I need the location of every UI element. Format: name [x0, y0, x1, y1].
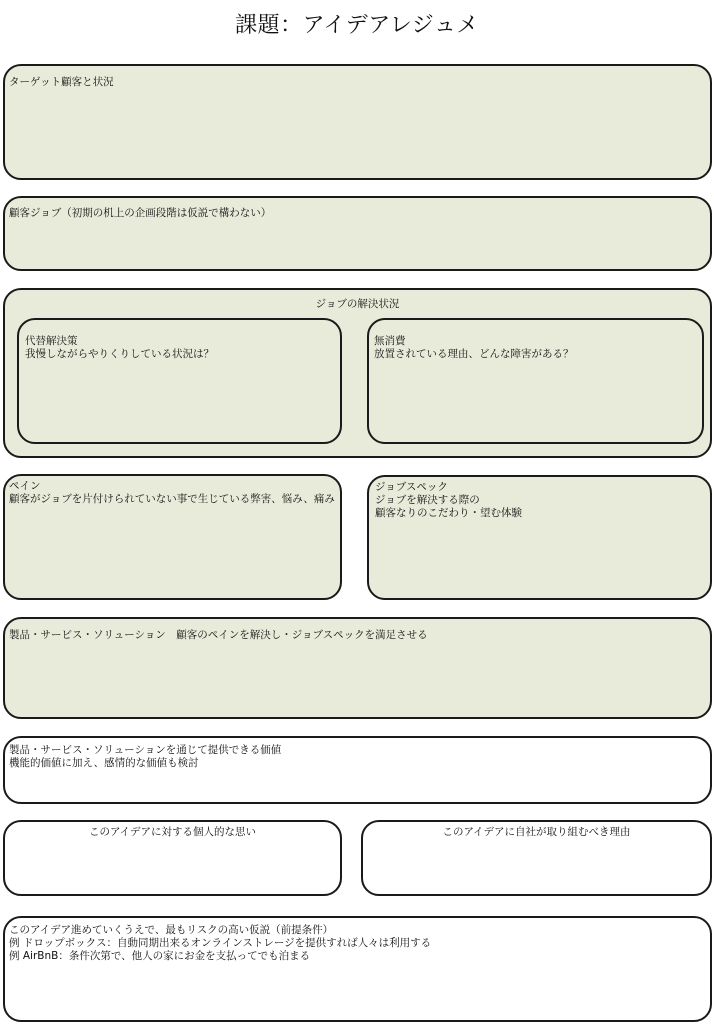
customer-job-label: 顧客ジョブ（初期の机上の企画段階は仮説で構わない）	[9, 207, 272, 219]
company-reason-label: このアイデアに自社が取り組むべき理由	[442, 826, 631, 838]
pain-desc: 顧客がジョブを片付けられていない事で生じている弊害、悩み、痛み	[9, 493, 335, 505]
nonconsumption-desc: 放置されている理由、どんな障害がある？	[374, 348, 574, 360]
company-reason-box[interactable]	[361, 820, 712, 896]
job-spec-line2: 顧客なりのこだわり・望む体験	[375, 507, 522, 519]
personal-thoughts-label: このアイデアに対する個人的な思い	[88, 826, 257, 838]
risk-line1: このアイデア進めていくうえで、最もリスクの高い仮説（前提条件）	[9, 924, 334, 936]
risk-line3: 例 AirBnB：条件次第で、他人の家にお金を支払ってでも泊まる	[9, 950, 311, 962]
value-line2: 機能的価値に加え、感情的な価値も検討	[9, 757, 199, 769]
risk-line2: 例 ドロップボックス：自動同期出来るオンラインストレージを提供すれば人々は利用する	[9, 937, 432, 949]
value-line1: 製品・サービス・ソリューションを通じて提供できる価値	[9, 744, 282, 756]
alternative-solution-title: 代替解決策	[25, 335, 78, 347]
alternative-solution-desc: 我慢しながらやりくりしている状況は？	[25, 348, 214, 360]
alternative-solution-box[interactable]	[17, 318, 342, 444]
job-spec-title: ジョブスペック	[375, 481, 448, 493]
target-customer-label: ターゲット顧客と状況	[9, 76, 114, 88]
job-status-heading: ジョブの解決状況	[315, 298, 400, 310]
customer-job-box[interactable]	[3, 196, 712, 271]
nonconsumption-title: 無消費	[374, 335, 406, 347]
personal-thoughts-box[interactable]	[3, 820, 342, 896]
pain-title: ペイン	[9, 480, 41, 492]
value-box[interactable]	[3, 736, 712, 804]
job-spec-box[interactable]	[367, 475, 712, 600]
job-spec-line1: ジョブを解決する際の	[375, 494, 480, 506]
risk-hypothesis-box[interactable]	[3, 916, 712, 1022]
nonconsumption-box[interactable]	[367, 318, 704, 444]
page-title: 課題：アイデアレジュメ	[235, 13, 479, 38]
solution-label: 製品・サービス・ソリューション 顧客のペインを解決し・ジョブスペックを満足させる	[9, 629, 428, 641]
solution-box[interactable]	[3, 617, 712, 719]
pain-box[interactable]	[3, 474, 342, 600]
target-customer-box[interactable]	[3, 64, 712, 180]
